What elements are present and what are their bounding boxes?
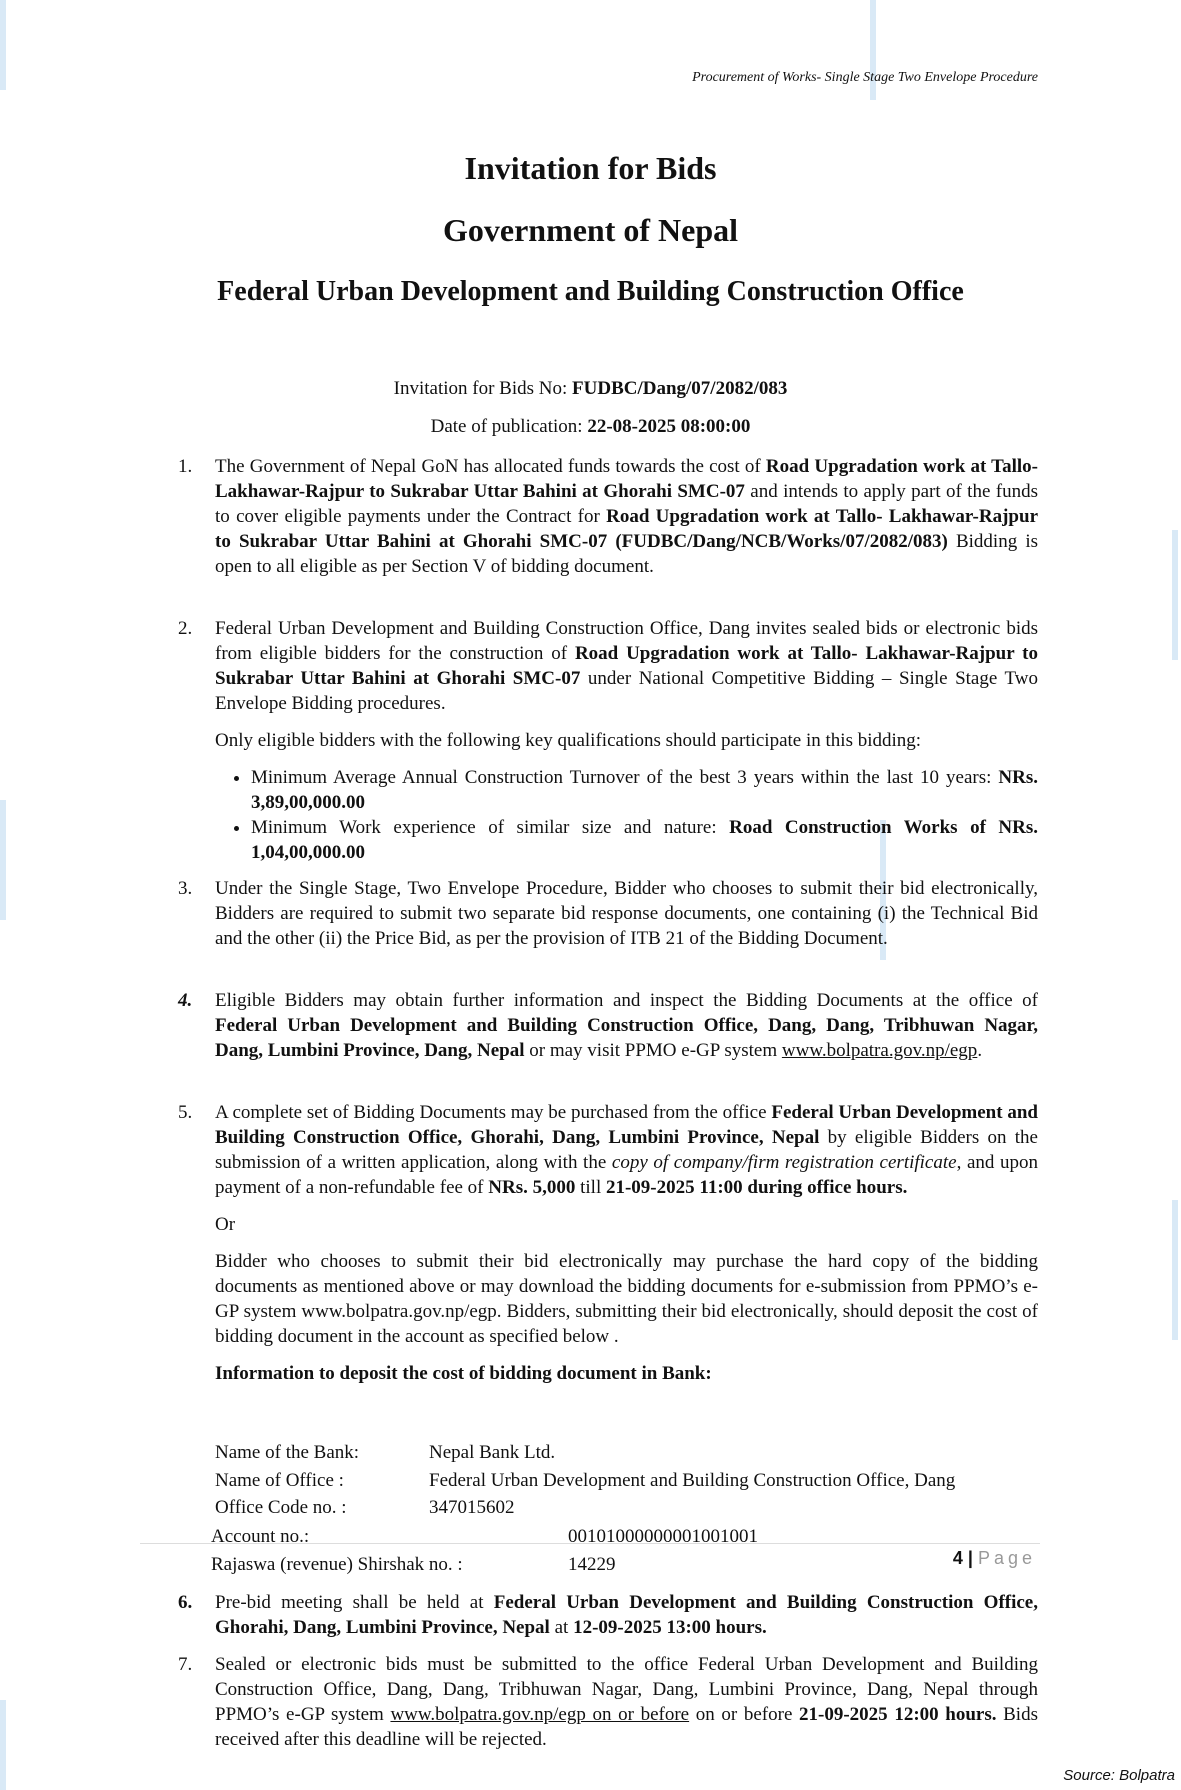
- text-run: Bids received after this deadline will be rejected.: [215, 1704, 1038, 1750]
- bank-info-label: Office Code no. :: [215, 1497, 347, 1518]
- paragraph: [215, 1361, 1038, 1386]
- bank-info-row: [211, 1551, 758, 1579]
- text-run: 21-09-2025 12:00 hours.: [799, 1704, 997, 1725]
- text-run: .: [977, 1040, 983, 1061]
- bank-info-row: [215, 1494, 955, 1522]
- paragraph: [215, 1652, 1038, 1752]
- item-number: 7.: [178, 1654, 193, 1675]
- bank-info-label: Account no.:: [211, 1526, 310, 1547]
- text-run: NRs. 5,000: [488, 1177, 576, 1198]
- bank-info-label: Rajaswa (revenue) Shirshak no. :: [211, 1553, 463, 1575]
- qualification-item: [251, 765, 1038, 815]
- watermark-stroke: [0, 0, 6, 90]
- doc-subtitle-government: Government of Nepal: [442, 212, 739, 248]
- doc-subtitle-office: Federal Urban Development and Building Construction Office: [217, 276, 964, 307]
- text-run: on or before: [689, 1704, 800, 1725]
- link[interactable]: www.bolpatra.gov.np/egp on or before: [390, 1704, 690, 1725]
- watermark-stroke: [1172, 1200, 1178, 1340]
- text-run: Bidder who chooses to submit their bid electronically may purchase the hard copy of the bidding documents as mentioned above or may download the bidding documents for e-submission from PPMO’s e-GP system www.bolpatra.gov.np/egp. Bidders, submitting their bid electronically, should deposit the cost of bidding document in the account as specified below .: [215, 1251, 1038, 1347]
- bank-info-value: Federal Urban Development and Building Construction Office, Dang: [429, 1469, 956, 1491]
- ifb-label: Invitation for Bids No:: [393, 378, 573, 399]
- text-run: till: [575, 1177, 606, 1198]
- text-run: under National Competitive Bidding – Single Stage Two Envelope Bidding procedures.: [215, 668, 1038, 714]
- list-item-5: [178, 1100, 1038, 1398]
- text-run: Or: [215, 1214, 236, 1235]
- item-body: [215, 616, 1038, 865]
- text-run: , and upon payment of a non-refundable fee of: [215, 1152, 1039, 1198]
- text-run: The Government of Nepal GoN has allocated funds towards the cost of: [215, 456, 766, 477]
- paragraph: [215, 616, 1038, 716]
- paragraph: [215, 728, 1038, 753]
- list-item-7: [178, 1652, 1038, 1764]
- text-run: Sealed or electronic bids must be submitted to the office Federal Urban Development and Building Construction Office, Dang, Dang, Tribhuwan Nagar, Dang, Lumbini Province, Dang, Nepal through PPMO’s e-GP system: [215, 1654, 1038, 1725]
- text-run: Information to deposit the cost of bidding document in Bank:: [215, 1363, 712, 1384]
- list-item-3: [178, 876, 1038, 963]
- text-run: 12-09-2025 13:00 hours.: [573, 1617, 767, 1638]
- text-run: Only eligible bidders with the following key qualifications should participate in this bidding:: [215, 730, 922, 751]
- text-run: Road Upgradation work at Tallo- Lakhawar-Rajpur to Sukrabar Uttar Bahini at Ghorahi SMC-07: [215, 456, 1038, 502]
- text-run: Road Upgradation work at Tallo- Lakhawar-Rajpur to Sukrabar Uttar Bahini at Ghorahi SMC-07: [215, 643, 1039, 689]
- text-run: at: [549, 1617, 574, 1638]
- text-run: Federal Urban Development and Building Construction Office, Dang, Dang, Tribhuwan Nagar, Dang, Lumbini Province, Dang, Nepal: [215, 1015, 1038, 1061]
- text-run: Federal Urban Development and Building Construction Office, Ghorahi, Dang, Lumbini Province, Nepal: [215, 1102, 1038, 1148]
- text-run: Under the Single Stage, Two Envelope Procedure, Bidder who chooses to submit their bid electronically, Bidders are required to submit two separate bid response documents, one containing (i) the Technical Bid and the other (ii) the Price Bid, as per the provision of ITB 21 of the Bidding Document.: [215, 878, 1038, 949]
- running-header: Procurement of Works- Single Stage Two Envelope Procedure: [692, 70, 1038, 85]
- paragraph: [215, 876, 1038, 951]
- bank-info-table: [215, 1439, 955, 1522]
- item-number: 2.: [178, 618, 193, 639]
- list-item-6: [178, 1590, 1038, 1652]
- bank-info-row: [211, 1523, 758, 1551]
- item-number: 6.: [178, 1592, 193, 1613]
- bank-info-value: 14229: [568, 1553, 616, 1575]
- ifb-number: FUDBC/Dang/07/2082/083: [572, 378, 788, 399]
- item-body: [215, 454, 1038, 579]
- paragraph: [215, 988, 1038, 1063]
- bank-info-row: [215, 1467, 955, 1495]
- text-run: NRs. 3,89,00,000.00: [251, 767, 1038, 813]
- paragraph: [215, 1249, 1038, 1349]
- text-run: or may visit PPMO e-GP system: [524, 1040, 782, 1061]
- page-number-separator: |: [967, 1548, 973, 1568]
- text-run: Minimum Average Annual Construction Turnover of the best 3 years within the last 10 years:: [251, 767, 999, 788]
- page-label: Page: [977, 1548, 1036, 1568]
- bank-info-value: Nepal Bank Ltd.: [429, 1442, 556, 1463]
- text-run: A complete set of Bidding Documents may be purchased from the office: [215, 1102, 772, 1123]
- bank-info-table-2: [211, 1523, 758, 1578]
- page-divider: [140, 1543, 1040, 1544]
- bank-info-value: 347015602: [429, 1497, 515, 1518]
- text-run: Federal Urban Development and Building Construction Office, Dang invites sealed bids or electronic bids from eligible bidders for the construction of: [215, 618, 1038, 664]
- doc-title: Invitation for Bids: [464, 150, 717, 186]
- text-run: by eligible Bidders on the submission of a written application, along with the: [215, 1127, 1038, 1173]
- date-value: 22-08-2025 08:00:00: [587, 416, 751, 437]
- ifb-number-line: [0, 378, 1181, 400]
- item-body: [215, 1590, 1038, 1640]
- item-number: 5.: [178, 1102, 193, 1123]
- text-run: Minimum Work experience of similar size and nature:: [251, 817, 730, 838]
- bank-info-row: [215, 1439, 955, 1467]
- qualification-list: [215, 765, 1038, 865]
- paragraph: [215, 1590, 1038, 1640]
- item-body: [215, 1100, 1038, 1386]
- page-number: [953, 1548, 1036, 1569]
- item-body: [215, 988, 1038, 1063]
- item-body: [215, 1652, 1038, 1752]
- text-run: Road Upgradation work at Tallo- Lakhawar-Rajpur to Sukrabar Uttar Bahini at Ghorahi SMC-07 (FUDBC/Dang/NCB/Works/07/2082/083): [215, 506, 1038, 552]
- item-number: 1.: [178, 456, 193, 477]
- date-label: Date of publication:: [430, 416, 588, 437]
- link[interactable]: www.bolpatra.gov.np/egp: [781, 1040, 978, 1061]
- qualification-item: [251, 815, 1038, 865]
- paragraph: [215, 1212, 1038, 1237]
- text-run: 21-09-2025 11:00 during office hours.: [605, 1177, 908, 1198]
- text-run: Federal Urban Development and Building Construction Office, Ghorahi, Dang, Lumbini Province, Nepal: [215, 1592, 1038, 1638]
- text-run: Eligible Bidders may obtain further information and inspect the Bidding Documents at the office of: [215, 990, 1038, 1011]
- item-body: [215, 876, 1038, 951]
- watermark-stroke: [0, 1700, 6, 1790]
- text-run: Bidding is open to all eligible as per Section V of bidding document.: [215, 531, 1038, 577]
- item-number: 4.: [178, 990, 193, 1011]
- bank-info-value: 00101000000001001001: [568, 1526, 758, 1547]
- list-item-1: [178, 454, 1038, 591]
- watermark-stroke: [1172, 530, 1178, 660]
- text-run: copy of company/firm registration certificate: [611, 1152, 957, 1173]
- text-run: and intends to apply part of the funds to cover eligible payments under the Contract for: [215, 481, 1038, 527]
- list-item-4: [178, 988, 1038, 1075]
- paragraph: [215, 454, 1038, 579]
- watermark-stroke: [0, 800, 6, 920]
- bank-info-label: Name of the Bank:: [215, 1442, 360, 1463]
- bank-info-label: Name of Office :: [215, 1469, 344, 1491]
- item-number: 3.: [178, 878, 193, 899]
- list-item-2: [178, 616, 1038, 865]
- source-credit: Source: Bolpatra: [1063, 1767, 1175, 1784]
- text-run: Road Construction Works of NRs. 1,04,00,000.00: [251, 817, 1039, 863]
- page-number-value: 4: [952, 1548, 963, 1568]
- text-run: Pre-bid meeting shall be held at: [215, 1592, 494, 1613]
- paragraph: [215, 1100, 1038, 1200]
- publication-date-line: [0, 416, 1181, 438]
